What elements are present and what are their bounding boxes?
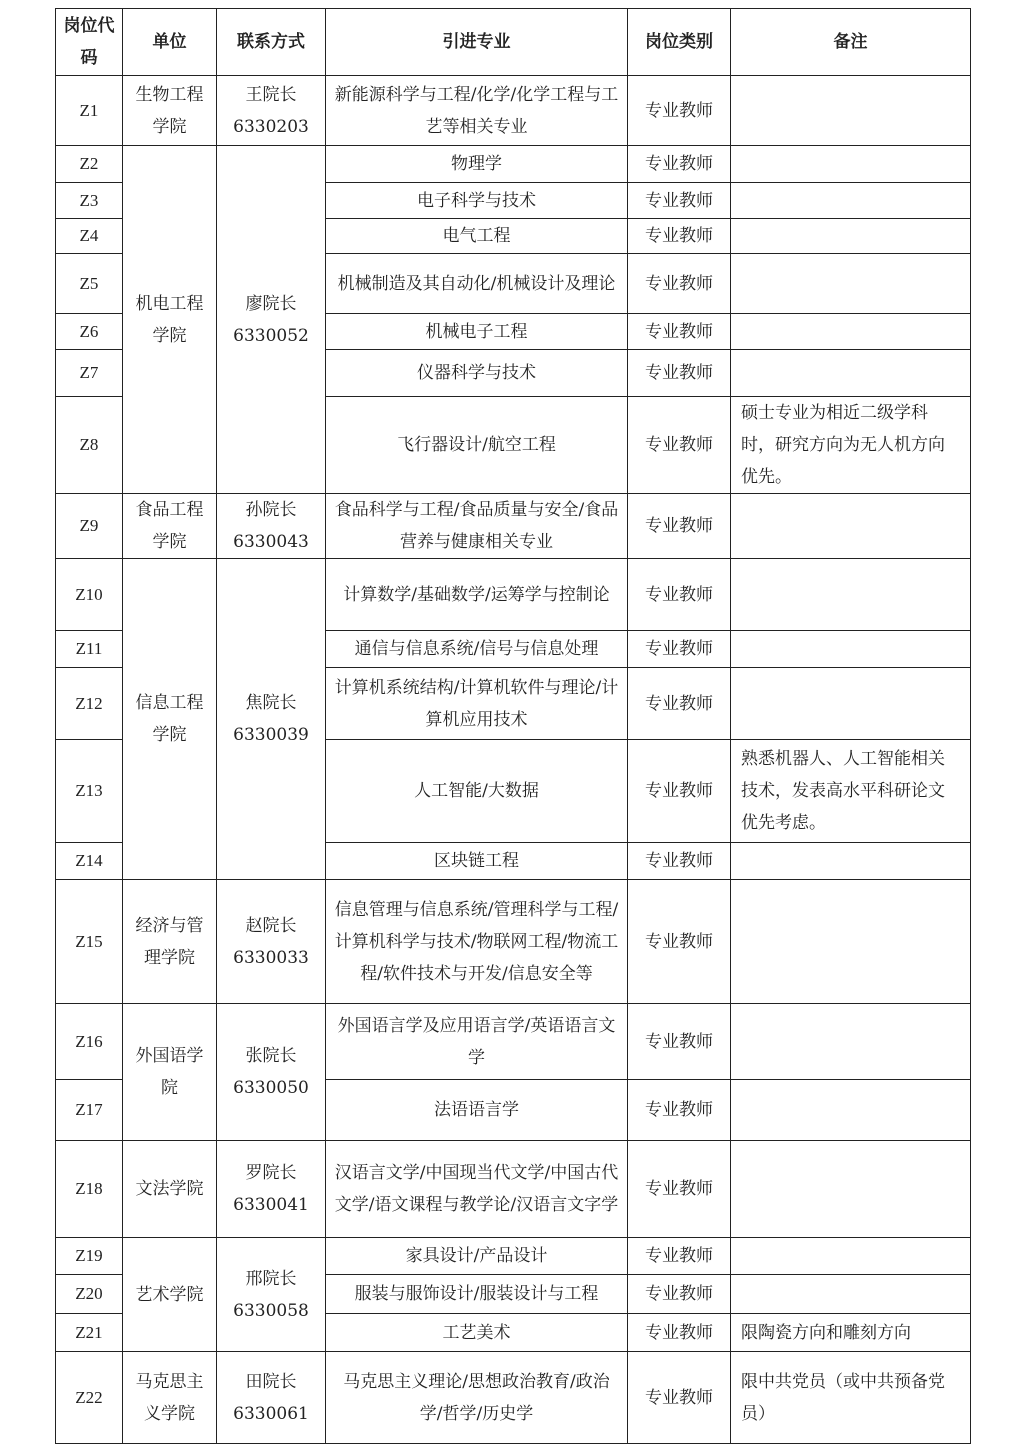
contact-cell: 田院长6330061 <box>217 1352 326 1444</box>
position-code-cell: Z14 <box>56 843 123 880</box>
unit-cell: 艺术学院 <box>123 1238 217 1352</box>
major-cell: 机械电子工程 <box>326 314 628 350</box>
table-row <box>56 494 971 559</box>
position-code-cell: Z18 <box>56 1141 123 1238</box>
category-cell: 专业教师 <box>628 1314 731 1352</box>
major-cell: 飞行器设计/航空工程 <box>326 397 628 494</box>
position-code-cell: Z7 <box>56 350 123 397</box>
major-cell: 区块链工程 <box>326 843 628 880</box>
major-cell: 电气工程 <box>326 219 628 254</box>
note-cell <box>731 314 971 350</box>
header-contact: 联系方式 <box>217 9 326 76</box>
position-code-cell: Z1 <box>56 76 123 146</box>
major-cell: 人工智能/大数据 <box>326 740 628 843</box>
contact-cell: 廖院长6330052 <box>217 146 326 494</box>
major-cell: 服装与服饰设计/服装设计与工程 <box>326 1275 628 1314</box>
recruitment-table <box>55 8 971 1444</box>
header-row <box>56 9 971 76</box>
category-cell: 专业教师 <box>628 76 731 146</box>
unit-cell: 生物工程学院 <box>123 76 217 146</box>
table-body <box>56 76 971 1444</box>
note-cell: 限中共党员（或中共预备党员） <box>731 1352 971 1444</box>
major-cell: 信息管理与信息系统/管理科学与工程/计算机科学与技术/物联网工程/物流工程/软件技术与开发/信息安全等 <box>326 880 628 1004</box>
major-cell: 电子科学与技术 <box>326 183 628 219</box>
note-cell <box>731 494 971 559</box>
major-cell: 仪器科学与技术 <box>326 350 628 397</box>
note-cell <box>731 1080 971 1141</box>
category-cell: 专业教师 <box>628 183 731 219</box>
category-cell: 专业教师 <box>628 1141 731 1238</box>
position-code-cell: Z21 <box>56 1314 123 1352</box>
note-cell <box>731 1275 971 1314</box>
note-cell: 熟悉机器人、人工智能相关技术，发表高水平科研论文优先考虑。 <box>731 740 971 843</box>
major-cell: 计算数学/基础数学/运筹学与控制论 <box>326 559 628 631</box>
major-cell: 汉语言文学/中国现当代文学/中国古代文学/语文课程与教学论/汉语言文字学 <box>326 1141 628 1238</box>
position-code-cell: Z13 <box>56 740 123 843</box>
header-code: 岗位代码 <box>56 9 123 76</box>
note-cell: 限陶瓷方向和雕刻方向 <box>731 1314 971 1352</box>
contact-cell: 王院长6330203 <box>217 76 326 146</box>
unit-cell: 马克思主义学院 <box>123 1352 217 1444</box>
note-cell <box>731 843 971 880</box>
major-cell: 新能源科学与工程/化学/化学工程与工艺等相关专业 <box>326 76 628 146</box>
table-row <box>56 76 971 146</box>
contact-cell: 张院长6330050 <box>217 1004 326 1141</box>
category-cell: 专业教师 <box>628 1275 731 1314</box>
category-cell: 专业教师 <box>628 1352 731 1444</box>
contact-cell: 罗院长6330041 <box>217 1141 326 1238</box>
unit-cell: 机电工程学院 <box>123 146 217 494</box>
category-cell: 专业教师 <box>628 668 731 740</box>
header-note: 备注 <box>731 9 971 76</box>
note-cell <box>731 1141 971 1238</box>
category-cell: 专业教师 <box>628 740 731 843</box>
major-cell: 外国语言学及应用语言学/英语语言文学 <box>326 1004 628 1080</box>
header-category: 岗位类别 <box>628 9 731 76</box>
unit-cell: 食品工程学院 <box>123 494 217 559</box>
category-cell: 专业教师 <box>628 631 731 668</box>
unit-cell: 经济与管理学院 <box>123 880 217 1004</box>
contact-cell: 邢院长6330058 <box>217 1238 326 1352</box>
table-row <box>56 146 971 183</box>
category-cell: 专业教师 <box>628 350 731 397</box>
category-cell: 专业教师 <box>628 397 731 494</box>
category-cell: 专业教师 <box>628 880 731 1004</box>
note-cell: 硕士专业为相近二级学科时，研究方向为无人机方向优先。 <box>731 397 971 494</box>
major-cell: 计算机系统结构/计算机软件与理论/计算机应用技术 <box>326 668 628 740</box>
contact-cell: 孙院长6330043 <box>217 494 326 559</box>
unit-cell: 外国语学院 <box>123 1004 217 1141</box>
category-cell: 专业教师 <box>628 494 731 559</box>
table-row <box>56 880 971 1004</box>
header-unit: 单位 <box>123 9 217 76</box>
table-row <box>56 1141 971 1238</box>
category-cell: 专业教师 <box>628 219 731 254</box>
category-cell: 专业教师 <box>628 146 731 183</box>
header-major: 引进专业 <box>326 9 628 76</box>
note-cell <box>731 1004 971 1080</box>
position-code-cell: Z15 <box>56 880 123 1004</box>
note-cell <box>731 1238 971 1275</box>
category-cell: 专业教师 <box>628 843 731 880</box>
position-code-cell: Z2 <box>56 146 123 183</box>
category-cell: 专业教师 <box>628 1004 731 1080</box>
category-cell: 专业教师 <box>628 254 731 314</box>
note-cell <box>731 219 971 254</box>
note-cell <box>731 183 971 219</box>
major-cell: 法语语言学 <box>326 1080 628 1141</box>
contact-cell: 焦院长6330039 <box>217 559 326 880</box>
note-cell <box>731 350 971 397</box>
position-code-cell: Z5 <box>56 254 123 314</box>
position-code-cell: Z10 <box>56 559 123 631</box>
category-cell: 专业教师 <box>628 559 731 631</box>
position-code-cell: Z8 <box>56 397 123 494</box>
unit-cell: 信息工程学院 <box>123 559 217 880</box>
position-code-cell: Z17 <box>56 1080 123 1141</box>
note-cell <box>731 146 971 183</box>
major-cell: 机械制造及其自动化/机械设计及理论 <box>326 254 628 314</box>
table-row <box>56 559 971 631</box>
position-code-cell: Z12 <box>56 668 123 740</box>
major-cell: 家具设计/产品设计 <box>326 1238 628 1275</box>
position-code-cell: Z9 <box>56 494 123 559</box>
note-cell <box>731 254 971 314</box>
table-row <box>56 1004 971 1080</box>
position-code-cell: Z4 <box>56 219 123 254</box>
position-code-cell: Z11 <box>56 631 123 668</box>
note-cell <box>731 631 971 668</box>
note-cell <box>731 668 971 740</box>
major-cell: 马克思主义理论/思想政治教育/政治学/哲学/历史学 <box>326 1352 628 1444</box>
major-cell: 工艺美术 <box>326 1314 628 1352</box>
major-cell: 食品科学与工程/食品质量与安全/食品营养与健康相关专业 <box>326 494 628 559</box>
major-cell: 物理学 <box>326 146 628 183</box>
category-cell: 专业教师 <box>628 1238 731 1275</box>
note-cell <box>731 559 971 631</box>
note-cell <box>731 76 971 146</box>
table-row <box>56 1238 971 1275</box>
unit-cell: 文法学院 <box>123 1141 217 1238</box>
category-cell: 专业教师 <box>628 1080 731 1141</box>
category-cell: 专业教师 <box>628 314 731 350</box>
table-row <box>56 1352 971 1444</box>
contact-cell: 赵院长6330033 <box>217 880 326 1004</box>
position-code-cell: Z20 <box>56 1275 123 1314</box>
note-cell <box>731 880 971 1004</box>
position-code-cell: Z3 <box>56 183 123 219</box>
position-code-cell: Z19 <box>56 1238 123 1275</box>
position-code-cell: Z16 <box>56 1004 123 1080</box>
position-code-cell: Z6 <box>56 314 123 350</box>
major-cell: 通信与信息系统/信号与信息处理 <box>326 631 628 668</box>
position-code-cell: Z22 <box>56 1352 123 1444</box>
